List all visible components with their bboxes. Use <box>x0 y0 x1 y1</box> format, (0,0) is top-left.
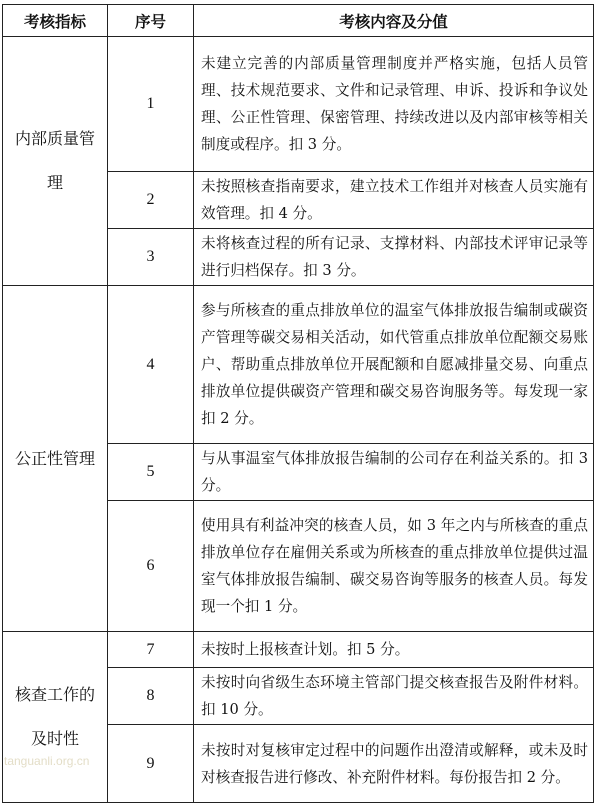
watermark: tanguanli.org.cn <box>4 754 90 768</box>
row-content: 未按时对复核审定过程中的问题作出澄清或解释，或未及时对核查报告进行修改、补充附件材料。每份报告扣 2 分。 <box>194 725 594 803</box>
row-number: 8 <box>108 668 194 725</box>
indicator-impartiality: 公正性管理 <box>3 286 108 632</box>
row-content: 未按照核查指南要求，建立技术工作组并对核查人员实施有效管理。扣 4 分。 <box>194 172 594 229</box>
header-content: 考核内容及分值 <box>194 5 594 37</box>
row-content: 使用具有利益冲突的核查人员，如 3 年之内与所核查的重点排放单位存在雇佣关系或为所核查的重点排放单位提供过温室气体排放报告编制、碳交易咨询等服务的核查人员。每发现一个扣 1 分。 <box>194 501 594 632</box>
header-number: 序号 <box>108 5 194 37</box>
row-number: 4 <box>108 286 194 444</box>
indicator-timeliness: 核查工作的及时性 <box>3 632 108 803</box>
row-number: 7 <box>108 632 194 668</box>
header-row <box>3 5 594 37</box>
table-row <box>3 632 594 668</box>
row-number: 9 <box>108 725 194 803</box>
row-number: 3 <box>108 229 194 286</box>
row-content: 参与所核查的重点排放单位的温室气体排放报告编制或碳资产管理等碳交易相关活动，如代管重点排放单位配额交易账户、帮助重点排放单位开展配额和自愿减排量交易、向重点排放单位提供碳资产管理和碳交易咨询服务等。每发现一家扣 2 分。 <box>194 286 594 444</box>
row-content: 未按时向省级生态环境主管部门提交核查报告及附件材料。扣 10 分。 <box>194 668 594 725</box>
table-row <box>3 37 594 172</box>
row-content: 未按时上报核查计划。扣 5 分。 <box>194 632 594 668</box>
assessment-table <box>2 4 594 803</box>
row-content: 未建立完善的内部质量管理制度并严格实施，包括人员管理、技术规范要求、文件和记录管理、申诉、投诉和争议处理、公正性管理、保密管理、持续改进以及内部审核等相关制度或程序。扣 3 分。 <box>194 37 594 172</box>
row-number: 2 <box>108 172 194 229</box>
row-number: 1 <box>108 37 194 172</box>
table-row <box>3 286 594 444</box>
row-content: 未将核查过程的所有记录、支撑材料、内部技术评审记录等进行归档保存。扣 3 分。 <box>194 229 594 286</box>
row-number: 5 <box>108 444 194 501</box>
row-content: 与从事温室气体排放报告编制的公司存在利益关系的。扣 3 分。 <box>194 444 594 501</box>
indicator-internal-quality: 内部质量管理 <box>3 37 108 286</box>
header-indicator: 考核指标 <box>3 5 108 37</box>
row-number: 6 <box>108 501 194 632</box>
